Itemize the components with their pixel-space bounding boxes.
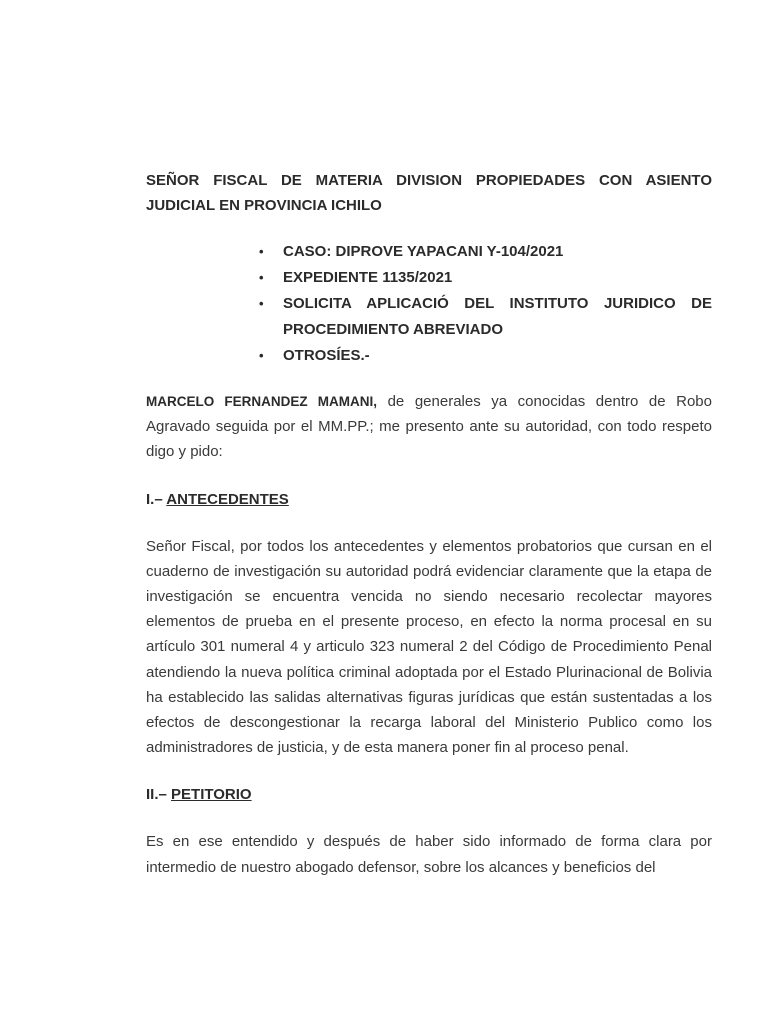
section-heading-petitorio — [146, 782, 712, 807]
bullet-item-expediente — [259, 265, 712, 291]
intro-paragraph — [146, 389, 712, 465]
bullet-item-case — [259, 239, 712, 265]
section-title: ANTECEDENTES — [166, 490, 289, 508]
bullet-icon: • — [259, 348, 264, 363]
section-title: PETITORIO — [171, 786, 252, 804]
bullet-item-solicita — [259, 291, 712, 343]
case-bullet-list — [146, 239, 712, 369]
section-number: I.– — [146, 490, 167, 508]
bullet-text: SOLICITA APLICACIÓ DEL INSTITUTO JURIDICO DE PROCEDIMIENTO ABREVIADO — [283, 295, 712, 338]
bullet-icon: • — [259, 296, 264, 311]
intro-text: de generales ya conocidas dentro de Robo Agravado seguida por el MM.PP.; me presento ante su autoridad, con todo respeto digo y pido: — [146, 393, 712, 461]
antecedentes-paragraph: Señor Fiscal, por todos los antecedentes y elementos probatorios que cursan en el cuaderno de investigación su autoridad podrá evidenciar claramente que la etapa de investigación se encuentra vencida no siendo necesario recolectar mayores elementos de prueba en el presente proceso, en efecto la norma procesal en su artículo 301 numeral 4 y articulo 323 numeral 2 del Código de Procedimiento Penal atendiendo la nueva política criminal adoptada por el Estado Plurinacional de Bolivia ha establecido las salidas alternativas figuras jurídicas que están sustentadas a los efectos de descongestionar la recarga laboral del Ministerio Publico como los administradores de justicia, y de esta manera poner fin al proceso penal. — [146, 537, 712, 757]
bullet-item-otrosies — [259, 343, 712, 369]
recipient-heading: SEÑOR FISCAL DE MATERIA DIVISION PROPIEDADES CON ASIENTO JUDICIAL EN PROVINCIA ICHILO — [146, 172, 712, 214]
petitorio-paragraph: Es en ese entendido y después de haber sido informado de forma clara por intermedio de nuestro abogado defensor, sobre los alcances y beneficios del — [146, 833, 712, 876]
section-number: II.– — [146, 786, 172, 804]
bullet-text: OTROSÍES.- — [283, 347, 370, 364]
petitioner-name: MARCELO FERNANDEZ MAMANI, — [146, 394, 378, 409]
bullet-text: CASO: DIPROVE YAPACANI Y-104/2021 — [283, 243, 564, 260]
section-heading-antecedentes — [146, 487, 712, 512]
bullet-text: EXPEDIENTE 1135/2021 — [283, 269, 453, 286]
bullet-icon: • — [259, 270, 264, 285]
document-page — [146, 168, 712, 902]
bullet-icon: • — [259, 244, 264, 259]
